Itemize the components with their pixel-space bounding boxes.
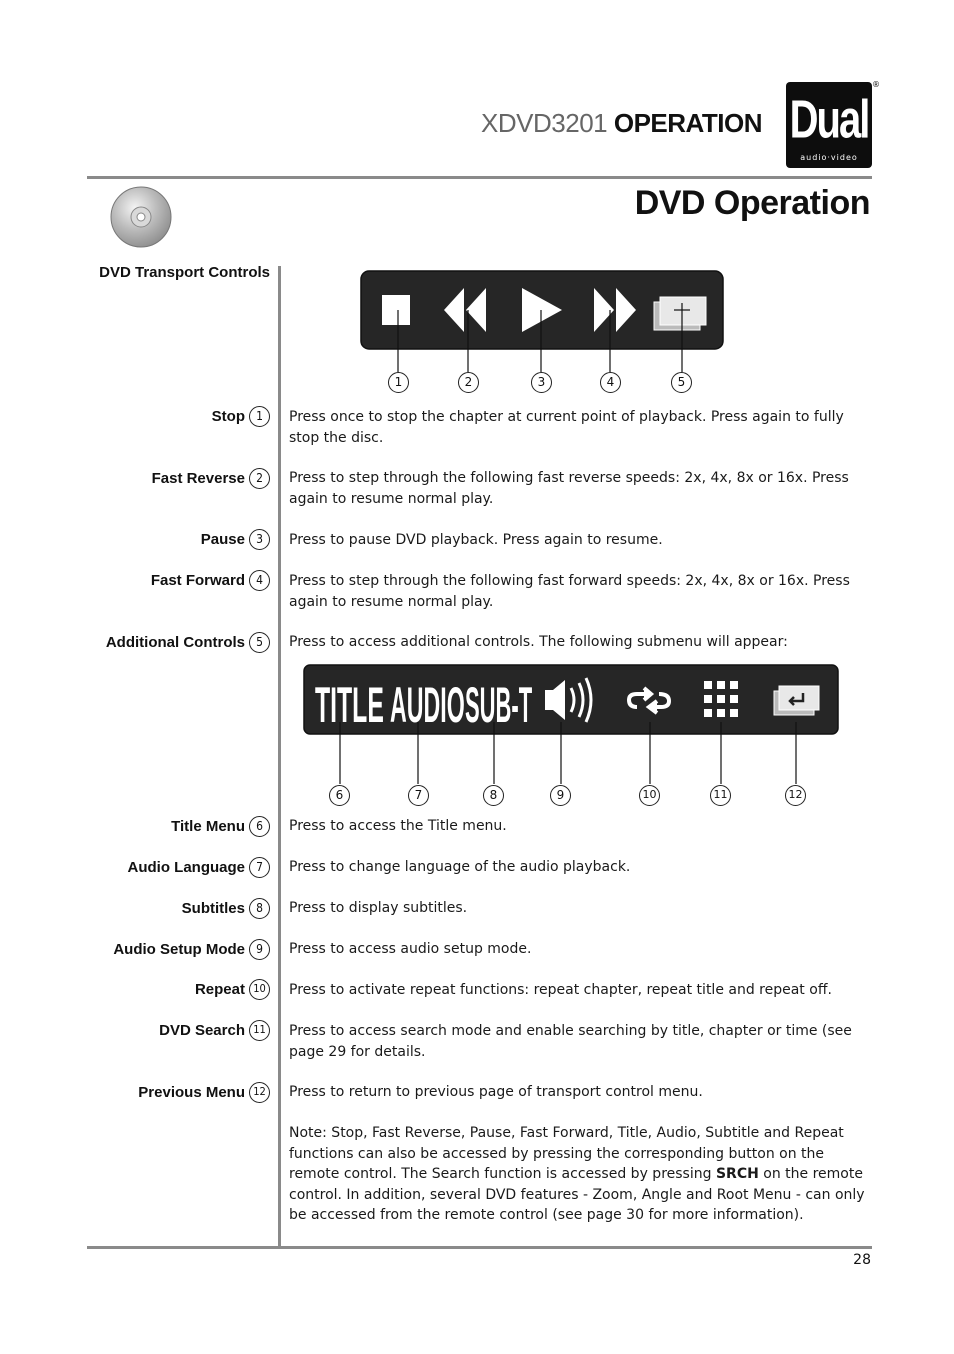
label-text: Additional Controls <box>105 634 245 651</box>
label-num: 6 <box>249 816 270 837</box>
label-repeat <box>195 979 270 1000</box>
top-rule <box>87 176 872 179</box>
label-text: Fast Reverse <box>151 470 245 487</box>
header-title <box>481 108 762 139</box>
label-num: 2 <box>249 468 270 489</box>
label-additional-controls <box>106 632 270 653</box>
callout-10: 10 <box>639 785 660 806</box>
label-num: 1 <box>249 406 270 427</box>
operation-label: OPERATION <box>613 108 762 138</box>
label-stop <box>212 406 270 427</box>
label-num: 4 <box>249 570 270 591</box>
desc-previous-menu: Press to return to previous page of transport control menu. <box>289 1084 703 1100</box>
callout-4: 4 <box>600 372 621 393</box>
label-num: 12 <box>249 1082 270 1103</box>
callout-8: 8 <box>483 785 504 806</box>
label-subtitles <box>182 898 270 919</box>
additional-controls-icon[interactable] <box>654 297 706 330</box>
label-fast-reverse <box>152 468 270 489</box>
callout-11: 11 <box>710 785 731 806</box>
desc-title-menu: Press to access the Title menu. <box>289 818 507 834</box>
dvd-search-icon[interactable] <box>704 681 738 717</box>
callout-6: 6 <box>329 785 350 806</box>
logo-subtitle: audio·video <box>800 153 858 162</box>
column-divider <box>278 266 281 1246</box>
stop-icon[interactable] <box>382 295 410 325</box>
label-num: 8 <box>249 898 270 919</box>
registered-mark: ® <box>872 80 880 89</box>
disc-icon <box>110 186 172 248</box>
submenu-bar <box>303 664 839 784</box>
label-num: 10 <box>249 979 270 1000</box>
desc-dvd-search: Press to access search mode and enable searching by title, chapter or time (see page 29 for details. <box>289 1023 852 1060</box>
callout-12: 12 <box>785 785 806 806</box>
label-text: Fast Forward <box>150 572 245 589</box>
desc-pause: Press to pause DVD playback. Press again to resume. <box>289 532 663 548</box>
note-part-1: Note: Stop, Fast Reverse, Pause, Fast Forward, Title, Audio, Subtitle and Repeat functions can also be accessed by pressing the corresponding button on the remote control. The Search function is accessed by pressing <box>289 1125 844 1182</box>
desc-fast-forward: Press to step through the following fast forward speeds: 2x, 4x, 8x or 16x. Press again to resume normal play. <box>289 573 850 610</box>
note-part-2: on the remote control. In addition, several DVD features - Zoom, Angle and Root Menu - can only be accessed from the remote control (see page 30 for more information). <box>289 1166 865 1223</box>
label-num: 9 <box>249 939 270 960</box>
dual-logo <box>786 82 872 168</box>
page-title: DVD Operation <box>634 184 870 222</box>
label-dvd-search <box>159 1020 270 1041</box>
logo-word: Dual <box>789 90 869 150</box>
desc-stop: Press once to stop the chapter at current point of playback. Press again to fully stop the disc. <box>289 409 844 446</box>
label-text: Audio Setup Mode <box>113 941 245 958</box>
callout-1: 1 <box>388 372 409 393</box>
desc-audio-setup-mode: Press to access audio setup mode. <box>289 941 532 957</box>
note-paragraph <box>289 1123 869 1226</box>
submenu-subt-text[interactable]: SUB-T <box>465 677 533 734</box>
desc-repeat: Press to activate repeat functions: repeat chapter, repeat title and repeat off. <box>289 982 832 998</box>
bottom-rule <box>87 1246 872 1249</box>
label-text: Stop <box>211 408 245 425</box>
callout-3: 3 <box>531 372 552 393</box>
submenu-audio-text[interactable]: AUDIO <box>390 678 465 734</box>
label-fast-forward <box>151 570 270 591</box>
label-title-menu <box>171 816 270 837</box>
previous-menu-icon[interactable] <box>774 686 819 715</box>
note-srch: SRCH <box>715 1166 759 1182</box>
label-pause <box>201 529 270 550</box>
label-text: Previous Menu <box>138 1084 245 1101</box>
desc-fast-reverse: Press to step through the following fast reverse speeds: 2x, 4x, 8x or 16x. Press again to resume normal play. <box>289 470 849 507</box>
callout-2: 2 <box>458 372 479 393</box>
callout-7: 7 <box>408 785 429 806</box>
desc-audio-language: Press to change language of the audio playback. <box>289 859 631 875</box>
label-audio-setup-mode <box>113 939 270 960</box>
label-num: 3 <box>249 529 270 550</box>
callout-9: 9 <box>550 785 571 806</box>
label-text: DVD Search <box>159 1022 245 1039</box>
label-num: 5 <box>249 632 270 653</box>
section-label: DVD Transport Controls <box>99 264 270 281</box>
label-previous-menu <box>138 1082 270 1103</box>
submenu-title-text[interactable]: TITLE <box>315 677 384 734</box>
label-num: 7 <box>249 857 270 878</box>
desc-additional-controls: Press to access additional controls. The following submenu will appear: <box>289 634 788 650</box>
model-name: XDVD3201 <box>481 108 608 138</box>
label-text: Pause <box>200 531 245 548</box>
label-audio-language <box>128 857 271 878</box>
label-text: Audio Language <box>127 859 245 876</box>
label-text: Title Menu <box>171 818 245 835</box>
callout-5: 5 <box>671 372 692 393</box>
page-number: 28 <box>853 1252 871 1268</box>
label-text: Subtitles <box>181 900 245 917</box>
label-text: Repeat <box>194 981 245 998</box>
desc-subtitles: Press to display subtitles. <box>289 900 468 916</box>
label-num: 11 <box>249 1020 270 1041</box>
